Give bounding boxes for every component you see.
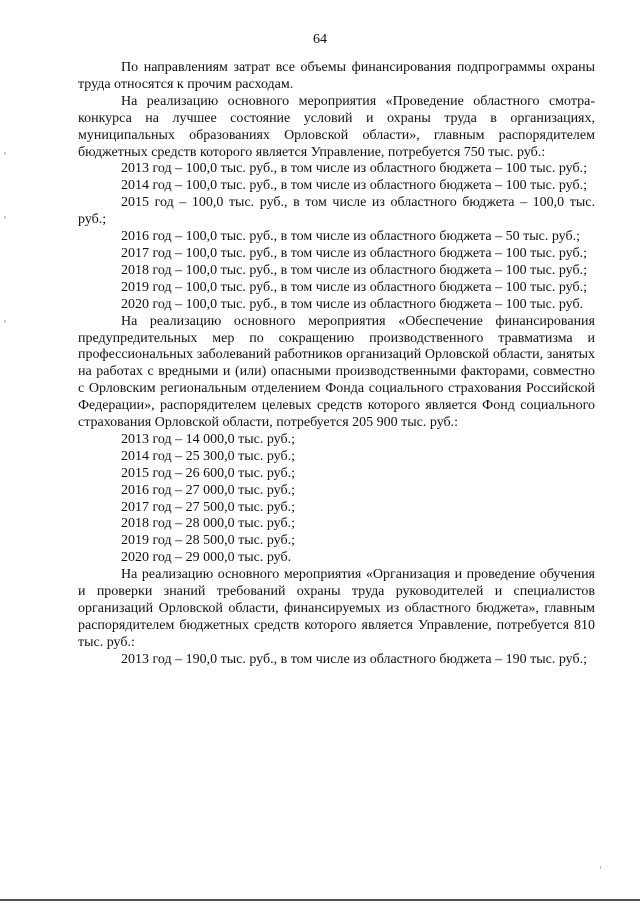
list-item: 2017 год – 27 500,0 тыс. руб.; <box>121 499 295 515</box>
year-line: 2013 год – 100,0 тыс. руб., в том числе из областного бюджета – 100 тыс. руб.; <box>121 161 587 177</box>
paragraph: На реализацию основного мероприятия «Организация и проведение обучения и проверки знаний требований охраны труда руководителей и специалистов организаций Орловской области, финансируемых из областного бюджета», главным распорядителем бюджетных средств которого является Управление, потребуется 810 тыс. руб.: <box>78 567 595 650</box>
scan-artifact <box>4 216 6 219</box>
year-line: 2020 год – 100,0 тыс. руб., в том числе из областного бюджета – 100 тыс. руб. <box>121 296 584 312</box>
paragraph: На реализацию основного мероприятия «Проведение областного смотра-конкурса на лучшее состояние условий и охраны труда в организациях, муниципальных образованиях Орловской области», главным распорядителем бюджетных средств которого является Управление, потребуется 750 тыс. руб.: <box>78 93 595 160</box>
list-item: 2013 год – 14 000,0 тыс. руб.; <box>121 431 295 447</box>
year-line: 2018 год – 100,0 тыс. руб., в том числе из областного бюджета – 100 тыс. руб.; <box>121 262 587 278</box>
page-number: 64 <box>313 32 327 47</box>
year-line: 2015 год – 100,0 тыс. руб., в том числе из областного бюджета – 100,0 тыс. руб.; <box>78 195 595 228</box>
list-item: 2016 год – 27 000,0 тыс. руб.; <box>121 482 295 498</box>
paragraph: По направлениям затрат все объемы финансирования подпрограммы охраны труда относятся к прочим расходам. <box>78 60 595 92</box>
year-line: 2019 год – 100,0 тыс. руб., в том числе из областного бюджета – 100 тыс. руб.; <box>121 279 587 295</box>
document-body <box>78 60 595 669</box>
funding-list <box>78 432 595 567</box>
scan-edge <box>0 899 640 901</box>
list-item: 2018 год – 28 000,0 тыс. руб.; <box>121 516 295 532</box>
year-line: 2013 год – 190,0 тыс. руб., в том числе из областного бюджета – 190 тыс. руб.; <box>121 651 587 667</box>
list-item: 2019 год – 28 500,0 тыс. руб.; <box>121 533 295 549</box>
year-line: 2016 год – 100,0 тыс. руб., в том числе из областного бюджета – 50 тыс. руб.; <box>121 229 580 245</box>
scan-artifact <box>4 152 6 155</box>
year-line: 2017 год – 100,0 тыс. руб., в том числе из областного бюджета – 100 тыс. руб.; <box>121 245 587 261</box>
list-item: 2020 год – 29 000,0 тыс. руб. <box>121 550 292 566</box>
list-item: 2014 год – 25 300,0 тыс. руб.; <box>121 448 295 464</box>
paragraph: На реализацию основного мероприятия «Обеспечение финансирования предупредительных мер по сокращению производственного травматизма и профессиональных заболеваний работников организаций Орловской области, занятых на работах с вредными и (или) опасными производственными факторами, совместно с Орловским региональным отделением Фонда социального страхования Российской Федерации», распорядителем целевых средств которого является Фонд социального страхования Орловской области, потребуется 205 900 тыс. руб.: <box>78 313 595 431</box>
scan-artifact <box>600 866 601 869</box>
year-line: 2014 год – 100,0 тыс. руб., в том числе из областного бюджета – 100 тыс. руб.; <box>121 178 587 194</box>
scan-artifact <box>4 320 6 323</box>
list-item: 2015 год – 26 600,0 тыс. руб.; <box>121 465 295 481</box>
